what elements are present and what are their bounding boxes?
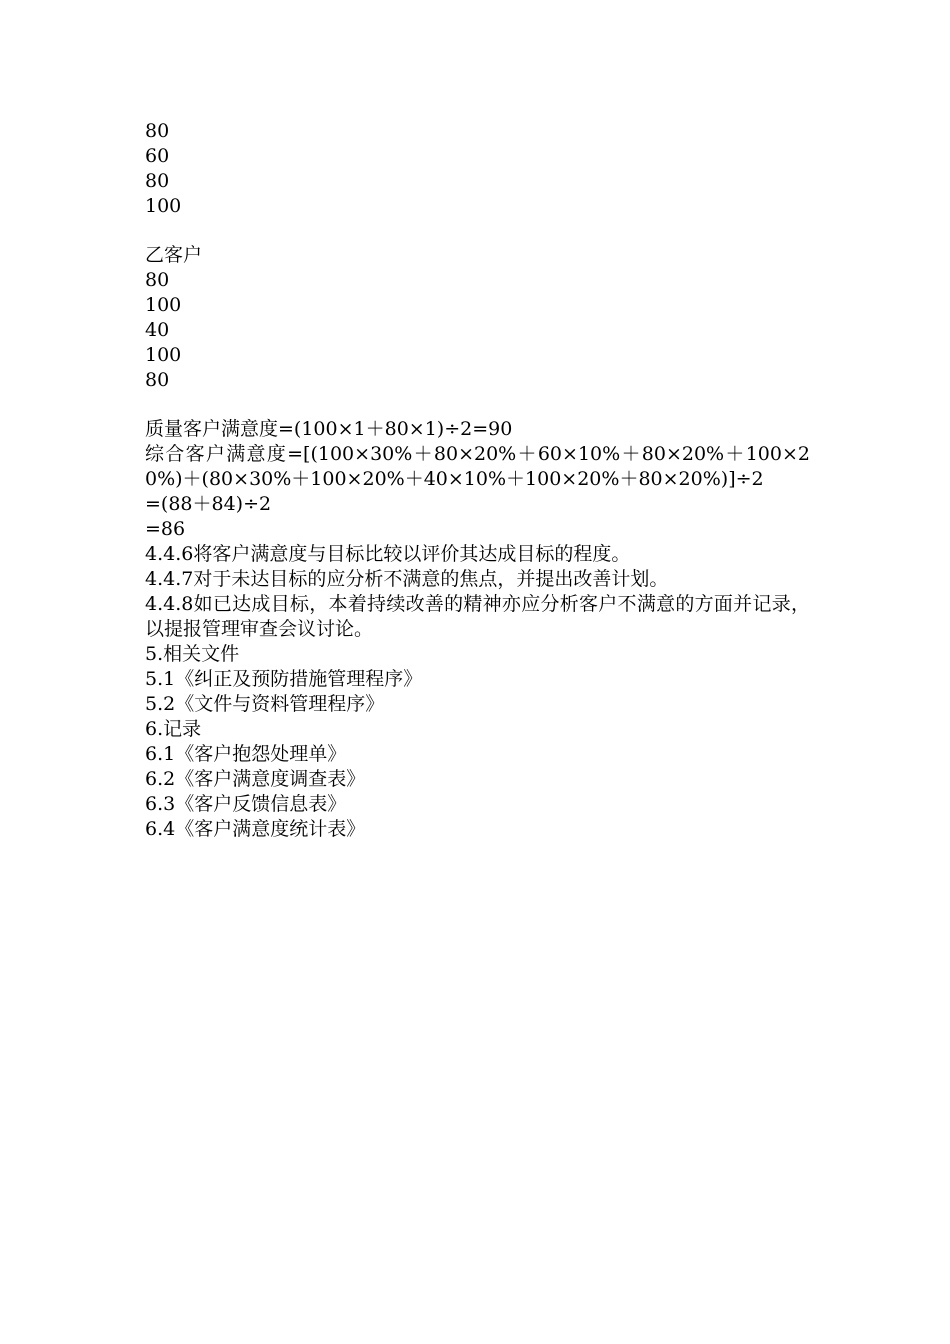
- score-value: 80: [145, 170, 170, 192]
- score-value: 80: [145, 120, 170, 142]
- score-value: 40: [145, 319, 170, 341]
- clause-4-4-8: 4.4.8如已达成目标，本着持续改善的精神亦应分析客户不满意的方面并记录，以提报管理审查会议讨论。: [145, 593, 810, 640]
- quality-satisfaction-formula: 质量客户满意度=(100×1＋80×1)÷2=90: [145, 418, 513, 440]
- document-page: [145, 119, 810, 842]
- score-value: 100: [145, 344, 182, 366]
- section-6-item: 6.1《客户抱怨处理单》: [145, 743, 347, 765]
- spacer: [145, 393, 810, 417]
- section-5-item: 5.2《文件与资料管理程序》: [145, 693, 385, 715]
- clause-4-4-6: 4.4.6将客户满意度与目标比较以评价其达成目标的程度。: [145, 543, 631, 565]
- section-6-title: 6.记录: [145, 718, 202, 740]
- section-5-item: 5.1《纠正及预防措施管理程序》: [145, 668, 423, 690]
- score-value: 80: [145, 269, 170, 291]
- score-value: 100: [145, 195, 182, 217]
- clause-4-4-7: 4.4.7对于未达目标的应分析不满意的焦点，并提出改善计划。: [145, 568, 669, 590]
- section-6-item: 6.3《客户反馈信息表》: [145, 793, 347, 815]
- spacer: [145, 219, 810, 243]
- customer-b-label: 乙客户: [145, 244, 203, 266]
- combined-satisfaction-formula: 综合客户满意度=[(100×30%＋80×20%＋60×10%＋80×20%＋100×20%)＋(80×30%＋100×20%＋40×10%＋100×20%＋80×20%)]÷2: [145, 443, 810, 490]
- formula-step: =(88＋84)÷2: [145, 493, 272, 515]
- section-6-item: 6.2《客户满意度调查表》: [145, 768, 366, 790]
- score-value: 60: [145, 145, 170, 167]
- section-5-title: 5.相关文件: [145, 643, 240, 665]
- score-value: 80: [145, 369, 170, 391]
- section-6-item: 6.4《客户满意度统计表》: [145, 818, 366, 840]
- score-value: 100: [145, 294, 182, 316]
- formula-result: =86: [145, 518, 186, 540]
